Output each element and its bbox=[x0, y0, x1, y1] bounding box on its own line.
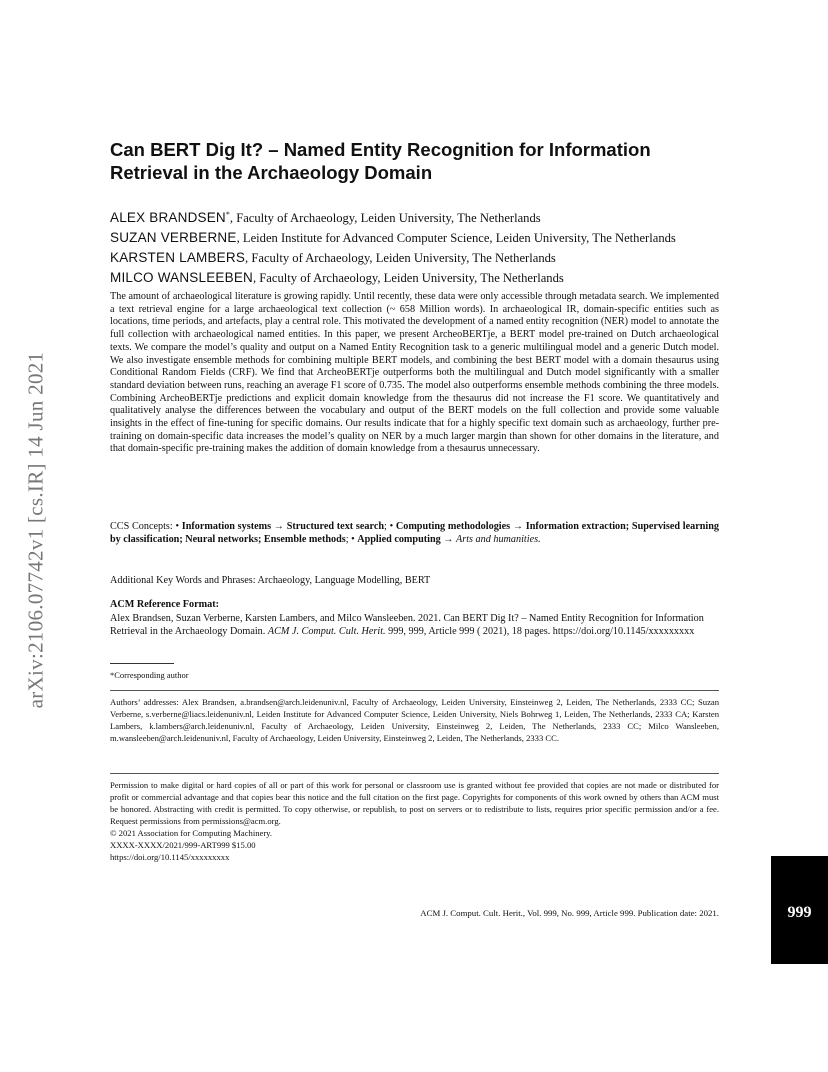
journal-name: ACM J. Comput. Cult. Herit. bbox=[267, 626, 386, 637]
abstract: The amount of archaeological literature is growing rapidly. Until recently, these data were only accessible through metadata search. We implemented a text retrieval engine for a large archaeological text collection (~ 658 Million words). In archaeological IR, domain-specific entities such as locations, time periods, and artefacts, play a central role. This motivated the development of a named entity recognition (NER) model to annotate the full collection with archaeological named entities. In this paper, we present ArcheoBERTje, a BERT model pre-trained on Dutch archaeological texts. We compare the model’s quality and output on a Named Entity Recognition task to a generic multilingual model and a generic Dutch model. We also investigate ensemble methods for combining multiple BERT models, and combining the best BERT model with a domain thesaurus using Conditional Random Fields (CRF). We find that ArcheoBERTje outperforms both the multilingual and Dutch model significantly with a smaller standard deviation between runs, reaching an average F1 score of 0.735. The model also outperforms ensemble methods combining the three models. Combining ArcheoBERTje predictions and explicit domain knowledge from the thesaurus did not increase the F1 score. We quantitatively and qualitatively analyse the differences between the vocabulary and output of the BERT models on the full collection and provide some valuable insights in the effect of fine-tuning for specific domains. Our results indicate that for a highly specific text domain such as archaeology, further pre-training on domain-specific data increases the model’s quality on NER by a much larger margin than shown for other domains in the literature, and that domain-specific pre-training makes the addition of domain knowledge from a thesaurus unnecessary. bbox=[110, 291, 719, 455]
ccs-concept: Information systems → Structured text search bbox=[181, 521, 385, 532]
ccs-concept: Computing methodologies → Information extraction; Supervised learning by classification; Neural networks; Ensemble methods bbox=[110, 521, 719, 545]
author-addresses: Authors’ addresses: Alex Brandsen, a.brandsen@arch.leidenuniv.nl, Faculty of Archaeology, Leiden University, Einsteinweg 2, Leiden, The Netherlands, 2333 CC; Suzan Verberne, s.verberne@liacs.leidenuniv.nl, Leiden Institute for Advanced Computer Science, Leiden University, Niels Bohrweg 1, Leiden, The Netherlands, 2333 CA; Karsten Lambers, k.lambers@arch.leidenuniv.nl, Faculty of Archaeology, Leiden University, Einsteinweg 2, Leiden, The Netherlands, 2333 CC; Milco Wansleeben, m.wansleeben@arch.leidenuniv.nl, Faculty of Archaeology, Leiden University, Einsteinweg 2, Leiden, The Netherlands, 2333 CC. bbox=[110, 697, 719, 743]
running-footer: ACM J. Comput. Cult. Herit., Vol. 999, No. 999, Article 999. Publication date: 2021. bbox=[420, 908, 719, 918]
author-list bbox=[110, 205, 750, 288]
author-name: SUZAN VERBERNE bbox=[110, 230, 237, 246]
permission-text: Permission to make digital or hard copies of all or part of this work for personal or classroom use is granted without fee provided that copies are not made or distributed for profit or commercial advantage and that copies bear this notice and the full citation on the first page. Copyrights for components of this work owned by others than ACM must be honored. Abstracting with credit is permitted. To copy otherwise, or republish, to post on servers or to redistribute to lists, requires prior specific permission and/or a fee. Request permissions from permissions@acm.org. bbox=[110, 780, 719, 826]
copyright-line: © 2021 Association for Computing Machinery. bbox=[110, 828, 273, 838]
page-number: 999 bbox=[787, 904, 812, 921]
paper-title: Can BERT Dig It? – Named Entity Recognition for Information Retrieval in the Archaeology Domain bbox=[110, 139, 651, 183]
divider bbox=[110, 690, 719, 691]
author-affiliation: , Faculty of Archaeology, Leiden University, The Netherlands bbox=[229, 211, 541, 226]
divider bbox=[110, 773, 719, 774]
issn-line: XXXX-XXXX/2021/999-ART999 $15.00 bbox=[110, 840, 256, 850]
footnote-rule bbox=[110, 663, 174, 664]
page-number-tab bbox=[771, 856, 828, 964]
author-line bbox=[110, 268, 750, 288]
author-affiliation: , Faculty of Archaeology, Leiden University, The Netherlands bbox=[252, 271, 564, 286]
arxiv-stamp-text: arXiv:2106.07742v1 [cs.IR] 14 Jun 2021 bbox=[23, 351, 48, 709]
ccs-concept: Arts and humanities. bbox=[456, 534, 541, 545]
reference-text bbox=[110, 612, 719, 639]
reference-citation-tail: 999, 999, Article 999 ( 2021), 18 pages. https://doi.org/10.1145/xxxxxxxxx bbox=[385, 626, 695, 637]
reference-heading: ACM Reference Format: bbox=[110, 599, 219, 610]
ccs-separator: ; • bbox=[384, 521, 396, 532]
doi-line: https://doi.org/10.1145/xxxxxxxxx bbox=[110, 852, 230, 862]
author-name: ALEX BRANDSEN bbox=[110, 210, 226, 226]
author-name: KARSTEN LAMBERS bbox=[110, 250, 246, 266]
ccs-concepts bbox=[110, 520, 719, 546]
ccs-label: CCS Concepts: • bbox=[110, 521, 182, 532]
permission-notice bbox=[110, 779, 719, 863]
author-name: MILCO WANSLEEBEN bbox=[110, 270, 253, 286]
author-line bbox=[110, 248, 750, 268]
ccs-separator: ; • bbox=[345, 534, 358, 545]
author-line bbox=[110, 205, 750, 228]
author-affiliation: , Faculty of Archaeology, Leiden University, The Netherlands bbox=[245, 251, 556, 266]
corresponding-mark: * bbox=[225, 210, 230, 219]
keywords: Additional Key Words and Phrases: Archaeology, Language Modelling, BERT bbox=[110, 575, 431, 586]
arxiv-side-stamp bbox=[22, 290, 50, 770]
author-line bbox=[110, 228, 750, 248]
reference-citation: Alex Brandsen, Suzan Verberne, Karsten Lambers, and Milco Wansleeben. 2021. Can BERT Dig It? – Named Entity Recognition for Information Retrieval in the Archaeology Domain. bbox=[110, 612, 704, 637]
ccs-arrow: → bbox=[440, 534, 457, 545]
footnote: *Corresponding author bbox=[110, 670, 189, 680]
ccs-concept: Applied computing bbox=[357, 534, 441, 545]
reference-format bbox=[110, 598, 719, 639]
author-affiliation: , Leiden Institute for Advanced Computer Science, Leiden University, The Netherlands bbox=[236, 231, 676, 246]
